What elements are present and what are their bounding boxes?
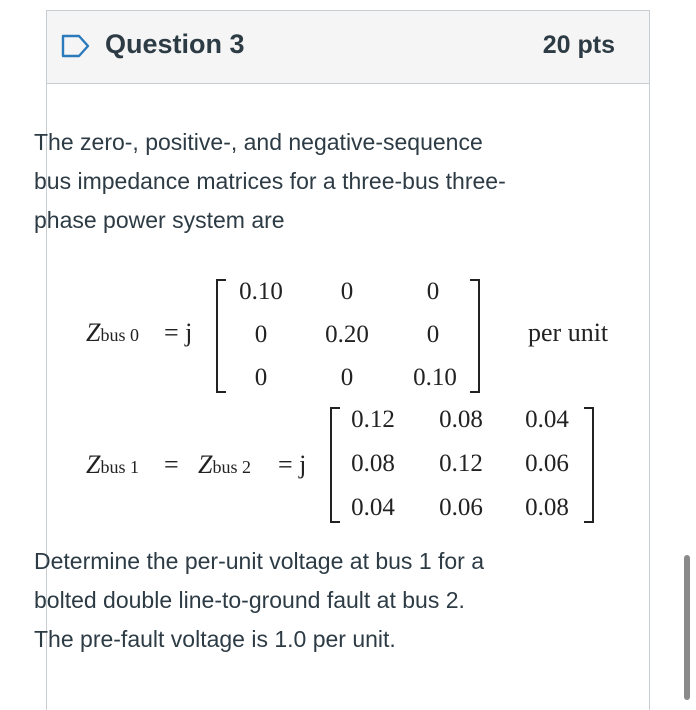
question-intro-text — [34, 123, 574, 240]
matrix0-cell: 0 — [426, 321, 440, 348]
matrix0-cell: 0 — [426, 278, 440, 305]
matrix1-cell: 0.12 — [439, 450, 483, 477]
matrix0-cell: 0.10 — [239, 278, 283, 305]
per-unit-label: per unit — [528, 318, 609, 347]
matrix1-cell: 0.08 — [439, 406, 483, 433]
equals-j: = j — [164, 318, 193, 347]
matrix1-cell: 0.06 — [525, 450, 569, 477]
question-header — [47, 11, 649, 84]
matrix0-cell: 0 — [340, 278, 354, 305]
matrix1-cell: 0.06 — [439, 494, 483, 521]
matrix1-cell: 0.08 — [351, 450, 395, 477]
prompt-line: The pre-fault voltage is 1.0 per unit. — [34, 626, 396, 652]
matrix0-cell: 0 — [254, 364, 268, 391]
prompt-line: bolted double line-to-ground fault at bus 2. — [34, 587, 465, 613]
bookmark-flag-icon[interactable] — [61, 34, 91, 58]
zbus2-label: Zbus 2 — [198, 450, 251, 479]
question-title: Question 3 — [105, 29, 245, 59]
matrix1-cell: 0.04 — [351, 494, 395, 521]
question-prompt-text — [34, 542, 574, 659]
intro-line: phase power system are — [34, 207, 285, 233]
matrix1-cell: 0.08 — [525, 494, 569, 521]
equals-sign: = — [164, 450, 179, 479]
question-points: 20 pts — [542, 31, 615, 59]
scrollbar-thumb[interactable] — [684, 555, 690, 700]
zbus1-label: Zbus 1 — [86, 450, 139, 479]
equals-j: = j — [278, 450, 307, 479]
matrix0-cell: 0.10 — [413, 364, 457, 391]
prompt-line: Determine the per-unit voltage at bus 1 for a — [34, 548, 485, 574]
matrix0-cell: 0 — [340, 364, 354, 391]
matrix0-cell: 0.20 — [325, 321, 369, 348]
intro-line: bus impedance matrices for a three-bus three- — [34, 168, 506, 194]
matrix1-cell: 0.04 — [525, 406, 569, 433]
zbus0-label: Zbus 0 — [86, 318, 139, 347]
intro-line: The zero-, positive-, and negative-sequence — [34, 129, 483, 155]
matrix1-cell: 0.12 — [351, 406, 395, 433]
right-bracket — [468, 278, 482, 394]
matrix0-cell: 0 — [254, 321, 268, 348]
right-bracket — [582, 406, 596, 524]
